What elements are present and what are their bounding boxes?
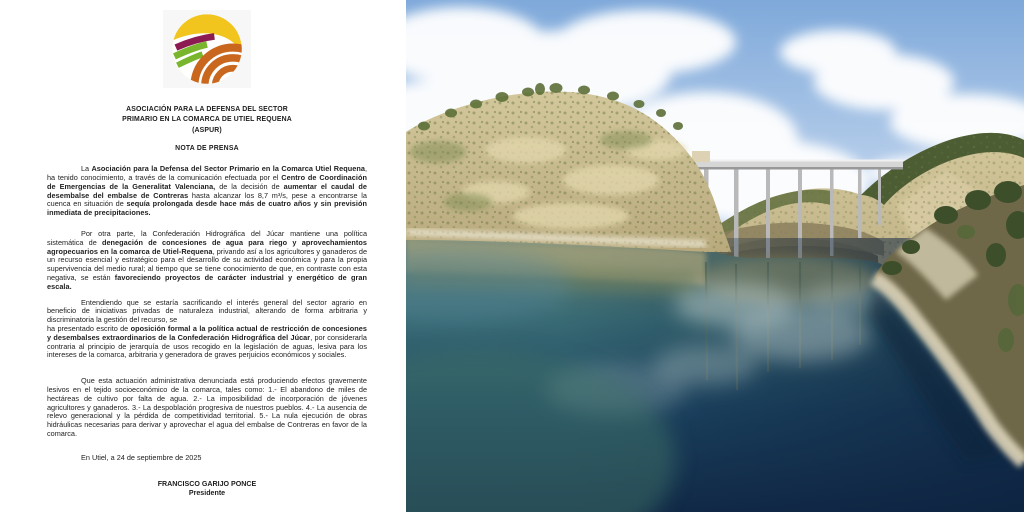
signature-block bbox=[47, 480, 367, 499]
aspur-logo-icon bbox=[170, 12, 244, 86]
paragraph-3: Entendiendo que se estaría sacrificando el interés general del sector agrario en beneficio de iniciativas privadas de naturaleza industrial, alterando de forma arbitraria y discriminatoria la gestión del recurso, se ha presentado escrito de oposición formal a la política actual de restricción de concesiones y desembalses extraordinarios de la Confederación Hidrográfica del Júcar, por considerarla contraria al principio de jerarquía de usos recogido en la legislación de aguas, lesiva para los intereses de la comarca, arbitraria y generadora de graves perjuicios económicos y sociales. bbox=[47, 297, 367, 360]
press-release-document bbox=[0, 0, 406, 512]
signature-name: FRANCISCO GARIJO PONCE bbox=[157, 479, 257, 488]
signature-title: Presidente bbox=[188, 488, 226, 497]
org-name-line-3: (ASPUR) bbox=[192, 126, 222, 134]
press-note-title: NOTA DE PRENSA bbox=[175, 145, 239, 153]
paragraph-4: Que esta actuación administrativa denunciada está produciendo efectos gravemente lesivos en el tejido socioeconómico de la comarca, tales como: 1.- El abandono de miles de hectáreas de cultivo por falta de agua. 2.- La imposibilidad de incorporación de jóvenes agricultores y ganaderos. 3.- La despoblación progresiva de nuestros pueblos. 4.- La ausencia de relevo generacional y la pérdida de competitividad territorial. 5.- La nula ejecución de obras hidráulicas necesarias para derivar y aprovechar el agua del embalse de Contreras en favor de la comarca. bbox=[47, 376, 367, 438]
org-name-line-2: PRIMARIO EN LA COMARCA DE UTIEL REQUENA bbox=[122, 116, 292, 124]
bridge-railing bbox=[690, 160, 903, 162]
document-column bbox=[47, 0, 367, 498]
date-line: En Utiel, a 24 de septiembre de 2025 bbox=[81, 452, 202, 462]
paragraph-1: La Asociación para la Defensa del Sector Primario en la Comarca Utiel Requena, ha tenido conocimiento, a través de la comunicación efectuada por el Centro de Coordinación de Emergencias de la Generalitat Valenciana, de la decisión de aumentar el caudal de desembalse del embalse de Contreras hasta alcanzar los 8,7 m³/s, pese a encontrarse la cuenca en situación de sequía prolongada desde hace más de cuatro años y sin previsión inmediata de precipitaciones. bbox=[47, 164, 367, 218]
logo-orange-core bbox=[224, 77, 242, 86]
paragraph-2: Por otra parte, la Confederación Hidrográfica del Júcar mantiene una política sistemática de denegación de concesiones de agua para riego y aprovechamientos agropecuarios en la comarca de Utiel-Requena, privando así a los agricultores y ganaderos de un recurso esencial y estratégico para el desarrollo de su actividad económica y para la propia supervivencia del medio rural; al tiempo que se tiene conocimiento de que, en contraste con esta negativa, se están favoreciendo proyectos de carácter industrial y energético de gran escala. bbox=[47, 229, 367, 291]
org-name-line-1: ASOCIACIÓN PARA LA DEFENSA DEL SECTOR bbox=[126, 106, 288, 113]
reservoir-photo bbox=[406, 0, 1024, 512]
org-name bbox=[47, 105, 367, 136]
bridge-deck bbox=[690, 162, 903, 168]
aspur-logo bbox=[163, 10, 251, 88]
bridge-abutment bbox=[692, 151, 710, 162]
